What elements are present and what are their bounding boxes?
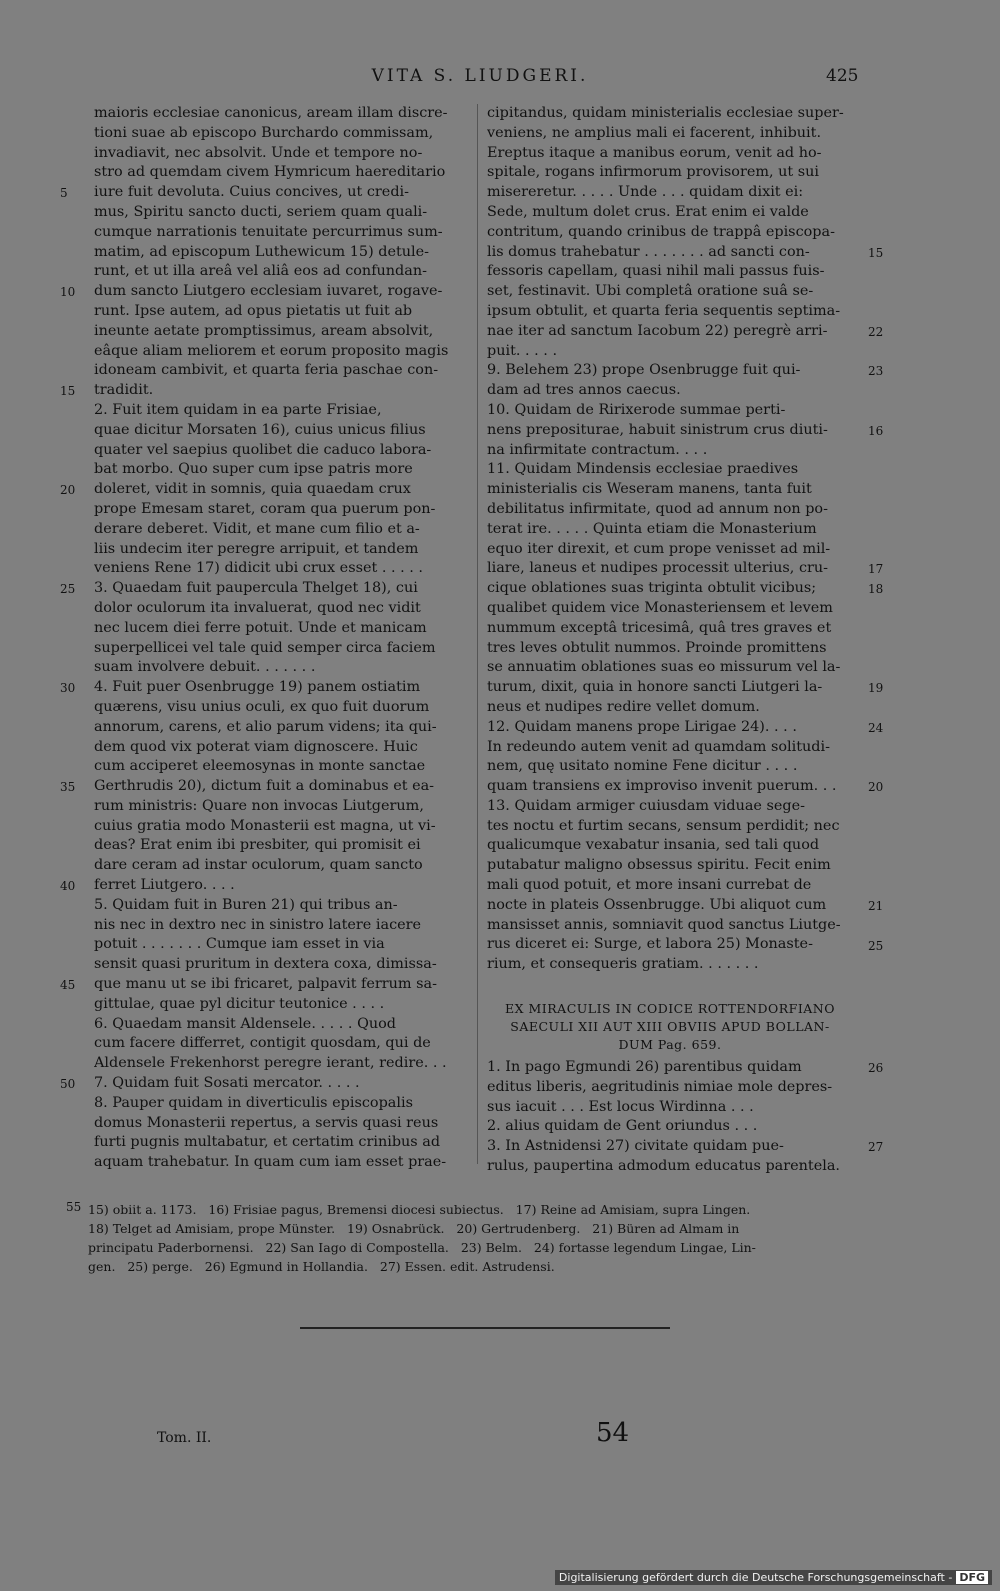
text-line: puit. . . . . — [487, 342, 558, 359]
heading-line: EX MIRACULIS IN CODICE ROTTENDORFIANO — [505, 1001, 835, 1016]
text-line: dem quod vix poterat viam dignoscere. Huic — [94, 738, 418, 755]
text-line: 9. Belehem 23) prope Osenbrugge fuit qui- — [487, 362, 801, 379]
text-line: putabatur maligno obsessus spiritu. Fecit enim — [487, 857, 831, 874]
margin-marker: 22 — [868, 324, 884, 339]
margin-marker: 18 — [868, 582, 884, 597]
line-number: 35 — [60, 780, 76, 795]
text-line: nens prepositurae, habuit sinistrum crus diuti- — [487, 421, 828, 438]
margin-marker: 20 — [868, 780, 884, 795]
text-line: nec lucem diei ferre potuit. Unde et manicam — [94, 619, 427, 636]
text-line: Ereptus itaque a manibus eorum, venit ad ho- — [487, 144, 822, 161]
text-line: deas? Erat enim ibi presbiter, qui promisit ei — [94, 837, 421, 854]
text-line: 2. Fuit item quidam in ea parte Frisiae, — [94, 401, 382, 418]
line-number: 15 — [60, 384, 76, 399]
text-line: stro ad quemdam civem Hymricum haereditario — [94, 164, 446, 181]
watermark-text: Digitalisierung gefördert durch die Deutsche Forschungsgemeinschaft - — [558, 1571, 953, 1584]
dfg-watermark — [555, 1570, 992, 1585]
text-line: rum ministris: Quare non invocas Liutgerum, — [94, 797, 424, 814]
text-line: turum, dixit, quia in honore sancti Liutgeri la- — [487, 679, 823, 696]
footnote-line: gen. 25) perge. 26) Egmund in Hollandia. 27) Essen. edit. Astrudensi. — [88, 1259, 555, 1274]
text-line: spitale, rogans infirmorum provisorem, ut sui — [487, 164, 820, 181]
text-line: fessoris capellam, quasi nihil mali passus fuis- — [487, 263, 825, 280]
text-line: eâque aliam meliorem et eorum proposito magis — [94, 342, 449, 359]
line-number: 45 — [60, 978, 76, 993]
line-number: 5 — [60, 186, 68, 201]
section-heading — [487, 1000, 853, 1054]
margin-marker: 26 — [868, 1061, 884, 1075]
text-line: cique oblationes suas triginta obtulit vicibus; — [487, 580, 817, 597]
text-line: quater vel saepius quolibet die caduco labora- — [94, 441, 432, 458]
text-line: rulus, paupertina admodum educatus parentela. — [487, 1157, 840, 1174]
text-line: runt, et ut illa areâ vel aliâ eos ad confundan- — [94, 263, 427, 280]
line-number: 50 — [60, 1077, 76, 1092]
text-line: dare ceram ad instar oculorum, quam sancto — [94, 857, 423, 874]
text-line: cum acciperet eleemosynas in monte sanctae — [94, 758, 426, 775]
margin-marker: 23 — [868, 364, 884, 379]
text-line: mus, Spiritu sancto ducti, seriem quam quali- — [94, 203, 428, 220]
line-number: 40 — [60, 879, 76, 894]
text-line: derare deberet. Vidit, et mane cum filio et a- — [94, 520, 420, 537]
text-line: ministerialis cis Weseram manens, tanta fuit — [487, 481, 812, 498]
text-line: tioni suae ab episcopo Burchardo commissam, — [94, 124, 434, 141]
text-line: liis undecim iter peregre arripuit, et tandem — [94, 540, 419, 557]
text-line: cum facere differret, contigit quosdam, qui de — [94, 1035, 431, 1052]
footnote-line: principatu Paderbornensi. 22) San Iago di Compostella. 23) Belm. 24) fortasse legendum Lingae, Lin- — [88, 1240, 756, 1255]
left-column — [94, 104, 468, 1173]
text-line: cipitandus, quidam ministerialis ecclesiae super- — [487, 105, 844, 121]
footnotes — [88, 1200, 853, 1276]
text-line: doleret, vidit in somnis, quia quaedam crux — [94, 481, 411, 498]
text-line: neus et nudipes redire vellet domum. — [487, 698, 760, 715]
margin-marker: 27 — [868, 1140, 884, 1155]
footnote-line: 15) obiit a. 1173. 16) Frisiae pagus, Bremensi diocesi subiectus. 17) Reine ad Amisiam, supra Lingen. — [88, 1202, 751, 1217]
right-column-continued — [487, 1058, 853, 1177]
text-line: veniens Rene 17) didicit ubi crux esset . . . . . — [94, 560, 424, 577]
text-line: nis nec in dextro nec in sinistro latere iacere — [94, 916, 422, 933]
text-line: dum sancto Liutgero ecclesiam iuvaret, rogave- — [94, 283, 443, 300]
text-line: Sede, multum dolet crus. Erat enim ei valde — [487, 203, 809, 220]
text-line: rium, et consequeris gratiam. . . . . . . — [487, 956, 759, 973]
footnote-line-number: 55 — [66, 1200, 82, 1214]
text-line: matim, ad episcopum Luthewicum 15) detule- — [94, 243, 430, 260]
text-line: qualibet quidem vice Monasteriensem et levem — [487, 599, 833, 616]
text-line: mansisset annis, somniavit quod sanctus Liutge- — [487, 916, 841, 933]
volume-label: Tom. II. — [157, 1430, 212, 1446]
text-line: gittulae, quae pyl dicitur teutonice . . . . — [94, 995, 385, 1012]
text-line: contritum, quando crinibus de trappâ episcopa- — [487, 223, 835, 240]
text-line: nae iter ad sanctum Iacobum 22) peregrè arri- — [487, 322, 828, 339]
text-line: 11. Quidam Mindensis ecclesiae praedives — [487, 461, 799, 478]
text-line: set, festinavit. Ubi completâ oratione suâ se- — [487, 283, 814, 300]
text-line: domus Monasterii repertus, a servis quasi reus — [94, 1114, 439, 1131]
margin-marker: 24 — [868, 720, 884, 735]
text-line: veniens, ne amplius mali ei facerent, inhibuit. — [487, 124, 822, 141]
text-line: quam transiens ex improviso invenit puerum. . . — [487, 778, 837, 795]
text-line: quae dicitur Morsaten 16), cuius unicus filius — [94, 421, 426, 438]
text-line: tes noctu et furtim secans, sensum perdidit; nec — [487, 817, 840, 834]
running-title: VITA S. LIUDGERI. — [371, 66, 589, 86]
text-line: furti pugnis multabatur, et certatim crinibus ad — [94, 1134, 441, 1151]
text-line: ineunte aetate promptissimus, aream absolvit, — [94, 322, 434, 339]
line-number: 30 — [60, 681, 76, 696]
text-line: Gerthrudis 20), dictum fuit a dominabus et ea- — [94, 778, 435, 795]
text-line: dolor oculorum ita invaluerat, quod nec vidit — [94, 599, 421, 616]
page-number: 425 — [826, 66, 859, 86]
text-line: 2. alius quidam de Gent oriundus . . . — [487, 1118, 758, 1135]
heading-line: SAECULI XII AUT XIII OBVIIS APUD BOLLAN- — [510, 1019, 830, 1034]
right-column — [487, 104, 853, 975]
margin-marker: 17 — [868, 562, 884, 577]
text-line: ipsum obtulit, et quarta feria sequentis septima- — [487, 302, 841, 319]
text-line: runt. Ipse autem, ad opus pietatis ut fuit ab — [94, 302, 413, 319]
margin-marker: 16 — [868, 423, 884, 438]
line-number: 10 — [60, 285, 76, 300]
text-line: rus diceret ei: Surge, et labora 25) Monaste- — [487, 936, 813, 953]
text-line: 7. Quidam fuit Sosati mercator. . . . . — [94, 1075, 360, 1092]
text-line: suam involvere debuit. . . . . . . — [94, 659, 316, 676]
text-line: nocte in plateis Ossenbrugge. Ubi aliquot cum — [487, 896, 827, 913]
text-line: que manu ut se ibi fricaret, palpavit ferrum sa- — [94, 976, 437, 993]
text-line: dam ad tres annos caecus. — [487, 382, 681, 399]
margin-marker: 21 — [868, 899, 884, 913]
signature-mark: 54 — [596, 1418, 630, 1448]
margin-marker: 15 — [868, 245, 884, 260]
text-line: aquam trahebatur. In quam cum iam esset prae- — [94, 1154, 447, 1171]
text-line: iure fuit devoluta. Cuius concives, ut credi- — [94, 184, 409, 201]
text-line: 10. Quidam de Ririxerode summae perti- — [487, 401, 786, 418]
text-line: 12. Quidam manens prope Lirigae 24). . . . — [487, 718, 797, 735]
text-line: cumque narrationis tenuitate percurrimus sum- — [94, 223, 443, 240]
line-number: 25 — [60, 582, 76, 597]
text-line: invadiavit, nec absolvit. Unde et tempore no- — [94, 144, 423, 161]
footnote-line: 18) Telget ad Amisiam, prope Münster. 19) Osnabrück. 20) Gertrudenberg. 21) Büren ad Almam in — [88, 1221, 740, 1236]
text-line: 13. Quidam armiger cuiusdam viduae sege- — [487, 797, 805, 814]
text-line: na infirmitate contractum. . . . — [487, 441, 708, 458]
margin-marker: 19 — [868, 681, 884, 696]
margin-marker: 25 — [868, 938, 884, 953]
text-line: In redeundo autem venit ad quamdam solitudi- — [487, 738, 830, 755]
dfg-logo: DFG — [956, 1571, 988, 1584]
text-line: bat morbo. Quo super cum ipse patris more — [94, 461, 413, 478]
text-line: annorum, carens, et alio parum videns; ita qui- — [94, 718, 437, 735]
text-line: se annuatim oblationes suas eo missurum vel la- — [487, 659, 841, 676]
text-line: qualicumque vexabatur insania, sed tali quod — [487, 837, 820, 854]
text-line: 3. In Astnidensi 27) civitate quidam pue- — [487, 1138, 784, 1155]
text-line: editus liberis, aegritudinis nimiae mole depres- — [487, 1078, 833, 1095]
text-line: Aldensele Frekenhorst peregre ierant, redire. . . — [94, 1055, 447, 1072]
text-line: idoneam cambivit, et quarta feria paschae con- — [94, 362, 439, 379]
text-line: liare, laneus et nudipes processit ulterius, cru- — [487, 560, 829, 577]
line-number: 20 — [60, 483, 76, 498]
text-line: quærens, visu unius oculi, ex quo fuit duorum — [94, 698, 430, 715]
text-line: 5. Quidam fuit in Buren 21) qui tribus an- — [94, 896, 398, 913]
text-line: superpellicei vel tale quid semper circa faciem — [94, 639, 436, 656]
text-line: 3. Quaedam fuit paupercula Thelget 18), cui — [94, 580, 418, 597]
text-line: tradidit. — [94, 382, 154, 399]
end-rule — [300, 1327, 670, 1329]
text-line: debilitatus infirmitate, quod ad annum non po- — [487, 500, 828, 517]
text-line: potuit . . . . . . . Cumque iam esset in via — [94, 936, 385, 953]
text-line: ferret Liutgero. . . . — [94, 877, 235, 894]
text-line: lis domus trahebatur . . . . . . . ad sancti con- — [487, 243, 810, 260]
text-line: 8. Pauper quidam in diverticulis episcopalis — [94, 1094, 413, 1111]
text-line: sensit quasi pruritum in dextera coxa, dimissa- — [94, 956, 437, 973]
text-line: prope Emesam staret, coram qua puerum pon- — [94, 500, 436, 517]
text-line: 4. Fuit puer Osenbrugge 19) panem ostiatim — [94, 679, 421, 696]
text-line: 1. In pago Egmundi 26) parentibus quidam — [487, 1059, 802, 1075]
text-line: maioris ecclesiae canonicus, aream illam discre- — [94, 105, 448, 121]
text-line: nummum exceptâ tricesimâ, quâ tres graves et — [487, 619, 832, 636]
text-line: nem, quę usitato nomine Fene dicitur . . . . — [487, 758, 798, 775]
text-line: equo iter direxit, et cum prope venisset ad mil- — [487, 540, 831, 557]
text-line: misereretur. . . . . Unde . . . quidam dixit ei: — [487, 184, 804, 201]
text-line: cuius gratia modo Monasterii est magna, ut vi- — [94, 817, 436, 834]
heading-line: DUM Pag. 659. — [618, 1037, 722, 1052]
column-divider — [477, 104, 478, 1164]
text-line: tres leves obtulit nummos. Proinde promittens — [487, 639, 827, 656]
text-line: terat ire. . . . . Quinta etiam die Monasterium — [487, 520, 817, 537]
text-line: 6. Quaedam mansit Aldensele. . . . . Quod — [94, 1015, 397, 1032]
text-line: sus iacuit . . . Est locus Wirdinna . . . — [487, 1098, 754, 1115]
text-line: mali quod potuit, et more insani currebat de — [487, 877, 812, 894]
